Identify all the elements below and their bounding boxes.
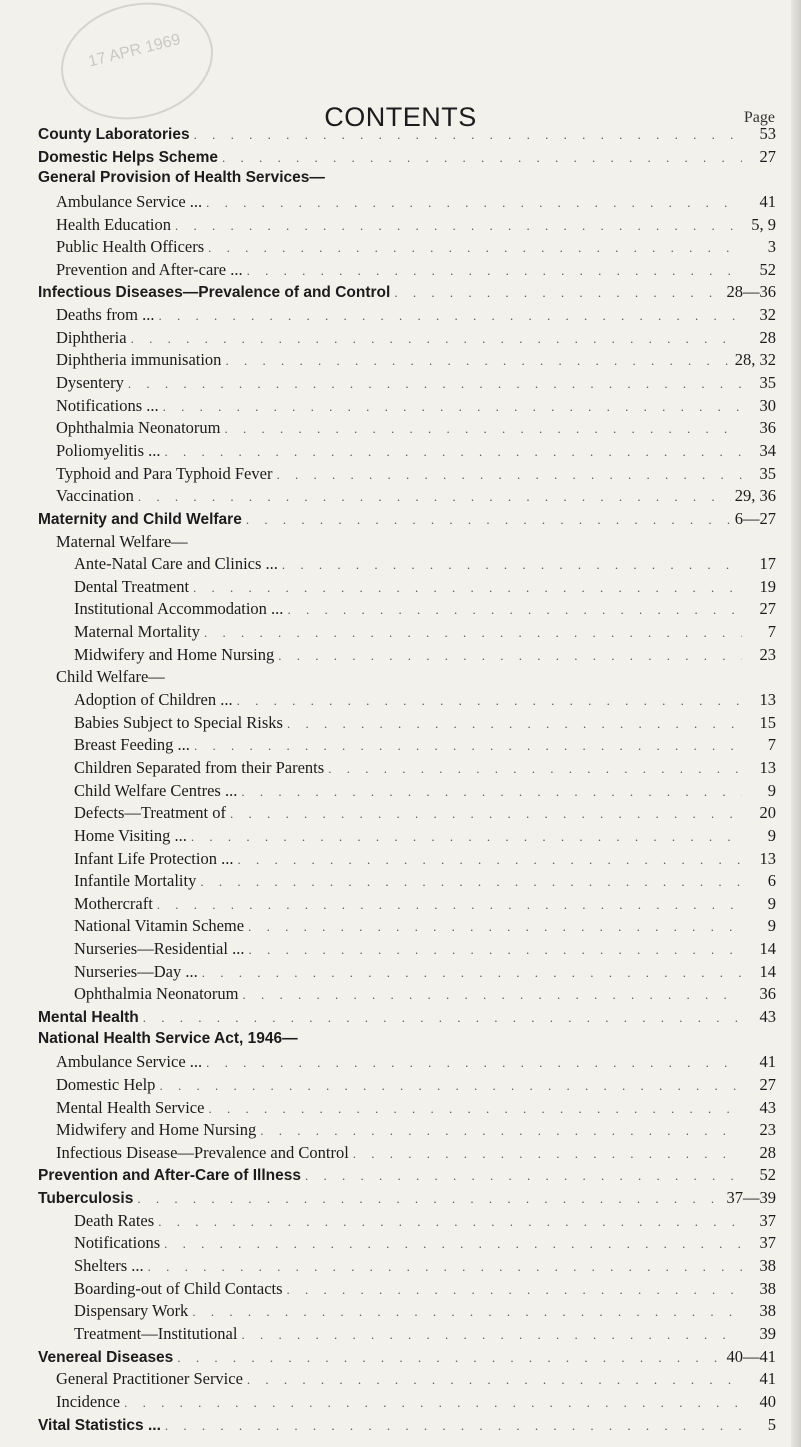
entry-page-number: 43 [759, 1006, 776, 1026]
entry-label: Mental Health [38, 1008, 139, 1026]
contents-entry [38, 599, 776, 622]
leader-dots [192, 1304, 742, 1320]
entry-label: Infectious Disease—Prevalence and Control [56, 1142, 349, 1162]
entry-page-number: 9 [767, 893, 776, 913]
leader-dots [282, 557, 742, 573]
entry-label: Infantile Mortality [74, 871, 197, 891]
entry-page-number: 40—41 [726, 1346, 776, 1366]
entry-page-number: 41 [759, 1369, 776, 1389]
contents-entry [38, 328, 776, 351]
entry-label: National Health Service Act, 1946— [38, 1029, 298, 1047]
entry-page-number: 13 [759, 757, 776, 777]
leader-dots [222, 150, 742, 166]
entry-page-number: 40 [759, 1391, 776, 1411]
leader-dots [237, 852, 742, 868]
entry-label: Ambulance Service ... [56, 191, 203, 211]
contents-list [38, 124, 776, 1437]
entry-page-number: 28 [759, 327, 776, 347]
contents-entry [38, 509, 776, 532]
entry-label: Deaths from ... [56, 305, 155, 325]
entry-page-number: 36 [759, 984, 776, 1004]
entry-label: Mental Health Service [56, 1097, 205, 1117]
contents-entry [38, 962, 776, 985]
contents-entry [38, 667, 776, 690]
contents-entry [38, 1301, 776, 1324]
entry-label: Prevention and After-Care of Illness [38, 1167, 301, 1185]
entry-page-number: 27 [759, 599, 776, 619]
entry-page-number: 41 [759, 1052, 776, 1072]
entry-page-number: 35 [759, 463, 776, 483]
entry-page-number: 27 [759, 1074, 776, 1094]
entry-page-number: 15 [759, 712, 776, 732]
entry-label: Infant Life Protection ... [74, 848, 234, 868]
entry-page-number: 13 [759, 690, 776, 710]
page-edge-shadow [791, 0, 801, 1447]
leader-dots [157, 897, 742, 913]
leader-dots [202, 965, 742, 981]
entry-page-number: 35 [759, 373, 776, 393]
entry-label: Adoption of Children ... [74, 690, 233, 710]
leader-dots [200, 874, 742, 890]
entry-page-number: 38 [759, 1278, 776, 1298]
contents-entry [38, 577, 776, 600]
entry-label: Public Health Officers [56, 237, 205, 257]
leader-dots [175, 218, 742, 234]
entry-page-number: 32 [759, 305, 776, 325]
entry-label: Notifications ... [56, 395, 159, 415]
entry-label: Child Welfare Centres ... [74, 780, 238, 800]
leader-dots [287, 602, 742, 618]
leader-dots [248, 942, 742, 958]
contents-entry [38, 1098, 776, 1121]
entry-label: Vaccination [56, 486, 134, 506]
leader-dots [159, 1078, 742, 1094]
entry-page-number: 28 [759, 1142, 776, 1162]
contents-entry [38, 532, 776, 555]
entry-label: Home Visiting ... [74, 825, 187, 845]
entry-label: Maternal Mortality [74, 622, 201, 642]
contents-entry [38, 758, 776, 781]
leader-dots [276, 467, 742, 483]
contents-entry [38, 192, 776, 215]
leader-dots [260, 1123, 742, 1139]
entry-page-number: 3 [767, 237, 776, 257]
contents-entry [38, 1052, 776, 1075]
leader-dots [138, 489, 731, 505]
leader-dots [208, 240, 742, 256]
leader-dots [241, 784, 742, 800]
entry-label: Tuberculosis [38, 1190, 134, 1208]
contents-entry [38, 894, 776, 917]
leader-dots [131, 331, 742, 347]
contents-entry [38, 1007, 776, 1030]
contents-entry [38, 486, 776, 509]
contents-entry [38, 282, 776, 305]
contents-entry [38, 622, 776, 645]
entry-page-number: 30 [759, 395, 776, 415]
leader-dots [191, 829, 742, 845]
library-stamp: 17 APR 1969 [48, 0, 225, 135]
entry-page-number: 9 [767, 916, 776, 936]
entry-label: Death Rates [74, 1210, 155, 1230]
leader-dots [328, 761, 742, 777]
leader-dots [128, 376, 742, 392]
entry-page-number: 34 [759, 440, 776, 460]
contents-entry [38, 1075, 776, 1098]
contents-entry [38, 781, 776, 804]
entry-label: Dysentery [56, 373, 124, 393]
entry-label: County Laboratories [38, 126, 190, 143]
entry-page-number: 19 [759, 576, 776, 596]
entry-label: Midwifery and Home Nursing [56, 1120, 257, 1140]
leader-dots [204, 625, 742, 641]
entry-label: Prevention and After-care ... [56, 259, 243, 279]
entry-page-number: 14 [759, 939, 776, 959]
contents-entry [38, 1233, 776, 1256]
entry-page-number: 37 [759, 1210, 776, 1230]
entry-label: Mothercraft [74, 893, 153, 913]
entry-page-number: 39 [759, 1323, 776, 1343]
entry-page-number: 52 [759, 259, 776, 279]
entry-label: Boarding-out of Child Contacts [74, 1278, 283, 1298]
entry-page-number: 28—36 [726, 282, 776, 302]
leader-dots [165, 444, 742, 460]
contents-entry [38, 1188, 776, 1211]
entry-page-number: 28, 32 [734, 350, 776, 370]
leader-dots [208, 1101, 742, 1117]
leader-dots [278, 648, 742, 664]
contents-entry [38, 713, 776, 736]
entry-page-number: 43 [759, 1097, 776, 1117]
entry-label: Diphtheria immunisation [56, 350, 222, 370]
entry-label: Children Separated from their Parents [74, 757, 325, 777]
leader-dots [287, 1282, 742, 1298]
contents-entry [38, 1369, 776, 1392]
contents-entry [38, 735, 776, 758]
contents-entry [38, 441, 776, 464]
leader-dots [159, 308, 742, 324]
contents-entry [38, 645, 776, 668]
entry-label: Dispensary Work [74, 1301, 189, 1321]
contents-entry [38, 1120, 776, 1143]
entry-label: Domestic Helps Scheme [38, 148, 219, 166]
contents-entry [38, 305, 776, 328]
entry-label: Domestic Help [56, 1074, 156, 1094]
contents-entry [38, 939, 776, 962]
contents-entry [38, 554, 776, 577]
contents-entry [38, 260, 776, 283]
entry-page-number: 29, 36 [734, 486, 776, 506]
contents-entry [38, 1415, 776, 1438]
entry-page-number: 23 [759, 644, 776, 664]
leader-dots [225, 353, 730, 369]
entry-page-number: 6 [767, 871, 776, 891]
leader-dots [163, 399, 742, 415]
entry-label: Typhoid and Para Typhoid Fever [56, 463, 273, 483]
entry-label: Diphtheria [56, 327, 127, 347]
leader-dots [247, 263, 742, 279]
entry-label: Ophthalmia Neonatorum [74, 984, 239, 1004]
entry-label: Defects—Treatment of [74, 803, 226, 823]
entry-label: Midwifery and Home Nursing [74, 644, 275, 664]
leader-dots [246, 512, 731, 528]
leader-dots [206, 195, 742, 211]
entry-page-number: 7 [767, 622, 776, 642]
contents-entry [38, 1030, 776, 1053]
contents-entry [38, 1211, 776, 1234]
leader-dots [137, 1191, 722, 1207]
leader-dots [243, 987, 742, 1003]
leader-dots [194, 738, 742, 754]
leader-dots [165, 1418, 742, 1434]
entry-label: Poliomyelitis ... [56, 440, 161, 460]
contents-entry [38, 803, 776, 826]
entry-label: Nurseries—Day ... [74, 961, 198, 981]
entry-label: Child Welfare— [56, 667, 165, 687]
entry-page-number: 20 [759, 803, 776, 823]
contents-entry [38, 373, 776, 396]
entry-page-number: 41 [759, 191, 776, 211]
leader-dots [287, 716, 742, 732]
entry-label: Vital Statistics ... [38, 1416, 161, 1434]
leader-dots [237, 693, 742, 709]
entry-label: Breast Feeding ... [74, 735, 190, 755]
entry-label: Nurseries—Residential ... [74, 939, 245, 959]
contents-entry [38, 984, 776, 1007]
leader-dots [158, 1214, 742, 1230]
leader-dots [394, 285, 722, 301]
contents-entry [38, 464, 776, 487]
entry-label: Ophthalmia Neonatorum [56, 418, 221, 438]
leader-dots [143, 1010, 742, 1026]
contents-entry [38, 1279, 776, 1302]
entry-label: Infectious Diseases—Prevalence of and Control [38, 284, 391, 302]
entry-label: Notifications [74, 1233, 161, 1253]
contents-entry [38, 849, 776, 872]
contents-entry [38, 1324, 776, 1347]
entry-page-number: 17 [759, 554, 776, 574]
contents-entry [38, 916, 776, 939]
contents-entry [38, 1392, 776, 1415]
entry-label: Maternal Welfare— [56, 531, 188, 551]
contents-entry [38, 1256, 776, 1279]
entry-page-number: 38 [759, 1256, 776, 1276]
entry-page-number: 13 [759, 848, 776, 868]
entry-label: Venereal Diseases [38, 1348, 174, 1366]
entry-label: Health Education [56, 214, 172, 234]
entry-label: Shelters ... [74, 1256, 144, 1276]
entry-label: Maternity and Child Welfare [38, 510, 242, 528]
entry-page-number: 53 [759, 124, 776, 143]
page-column-header: Page [743, 109, 775, 126]
entry-label: Ante-Natal Care and Clinics ... [74, 554, 278, 574]
entry-label: Ambulance Service ... [56, 1052, 203, 1072]
entry-page-number: 9 [767, 780, 776, 800]
leader-dots [225, 421, 742, 437]
entry-page-number: 6—27 [734, 508, 776, 528]
page-title: CONTENTS [324, 102, 477, 133]
contents-entry [38, 1143, 776, 1166]
contents-entry [38, 215, 776, 238]
entry-page-number: 27 [759, 146, 776, 166]
contents-entry [38, 826, 776, 849]
entry-page-number: 36 [759, 418, 776, 438]
entry-page-number: 5, 9 [751, 214, 776, 234]
contents-entry [38, 396, 776, 419]
leader-dots [305, 1168, 742, 1184]
leader-dots [124, 1395, 742, 1411]
contents-entry [38, 690, 776, 713]
contents-entry [38, 147, 776, 170]
contents-entry [38, 169, 776, 192]
leader-dots [177, 1350, 722, 1366]
entry-label: Babies Subject to Special Risks [74, 712, 283, 732]
leader-dots [148, 1259, 742, 1275]
leader-dots [247, 1372, 742, 1388]
leader-dots [353, 1146, 742, 1162]
contents-entry [38, 237, 776, 260]
leader-dots [164, 1236, 742, 1252]
contents-entry [38, 350, 776, 373]
entry-page-number: 38 [759, 1301, 776, 1321]
contents-entry [38, 1347, 776, 1370]
entry-label: General Practitioner Service [56, 1369, 243, 1389]
entry-page-number: 37—39 [726, 1188, 776, 1208]
leader-dots [241, 1327, 742, 1343]
contents-entry [38, 1165, 776, 1188]
entry-page-number: 7 [767, 735, 776, 755]
entry-label: Treatment—Institutional [74, 1323, 238, 1343]
entry-page-number: 5 [767, 1414, 776, 1434]
leader-dots [230, 806, 742, 822]
entry-page-number: 9 [767, 825, 776, 845]
entry-label: Incidence [56, 1391, 121, 1411]
entry-label: Dental Treatment [74, 576, 190, 596]
entry-label: National Vitamin Scheme [74, 916, 245, 936]
entry-page-number: 52 [759, 1165, 776, 1185]
leader-dots [193, 580, 742, 596]
leader-dots [248, 919, 742, 935]
contents-entry [38, 871, 776, 894]
leader-dots [194, 127, 742, 143]
contents-entry [38, 418, 776, 441]
contents-entry [38, 124, 776, 147]
entry-page-number: 14 [759, 961, 776, 981]
entry-label: Institutional Accommodation ... [74, 599, 284, 619]
entry-label: General Provision of Health Services— [38, 169, 325, 187]
entry-page-number: 23 [759, 1120, 776, 1140]
entry-page-number: 37 [759, 1233, 776, 1253]
leader-dots [206, 1055, 742, 1071]
